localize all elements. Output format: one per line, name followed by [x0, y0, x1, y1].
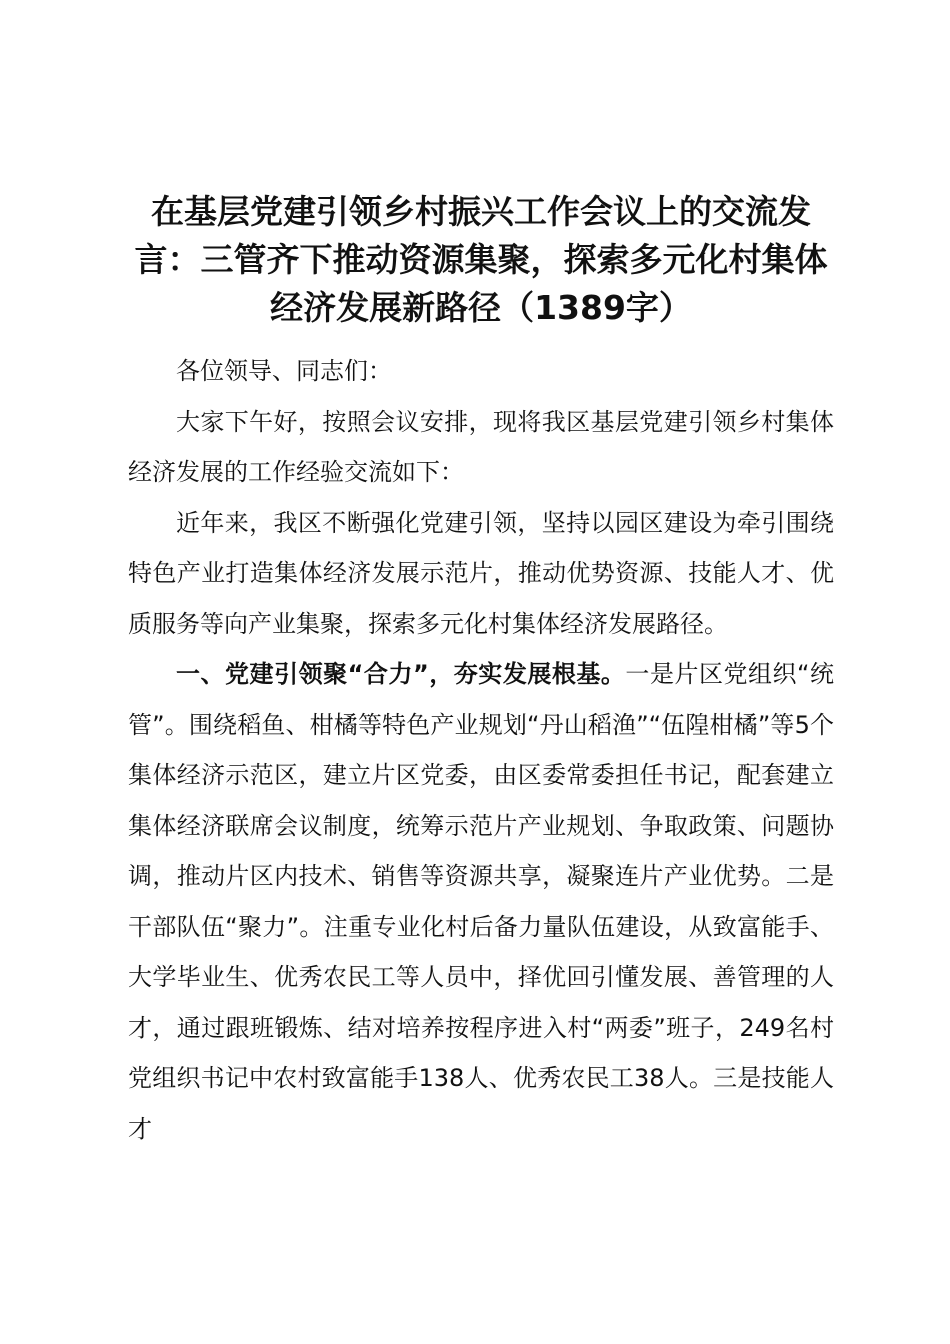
- document-title: 在基层党建引领乡村振兴工作会议上的交流发言：三管齐下推动资源集聚，探索多元化村集体经济发展新路径（1389字）: [134, 192, 828, 327]
- paragraph-section-1: [128, 649, 834, 1154]
- salutation: 各位领导、同志们：: [176, 357, 392, 385]
- section-1-body: 一是片区党组织“统管”。围绕稻鱼、柑橘等特色产业规划“丹山稻渔”“伍隍柑橘”等5个集体经济示范区，建立片区党委，由区委常委担任书记，配套建立集体经济联席会议制度，统筹示范片产业规划、争取政策、问题协调，推动片区内技术、销售等资源共享，凝聚连片产业优势。二是干部队伍“聚力”。注重专业化村后备力量队伍建设，从致富能手、大学毕业生、优秀农民工等人员中，择优回引懂发展、善管理的人才，通过跟班锻炼、结对培养按程序进入村“两委”班子，249名村党组织书记中农村致富能手138人、优秀农民工38人。三是技能人才: [128, 660, 835, 1143]
- section-1-heading: 一、党建引领聚“合力”，夯实发展根基。: [176, 660, 626, 688]
- paragraph-overview: 近年来，我区不断强化党建引领，坚持以园区建设为牵引围绕特色产业打造集体经济发展示范片，推动优势资源、技能人才、优质服务等向产业集聚，探索多元化村集体经济发展路径。: [128, 508, 834, 638]
- document-body: [128, 188, 834, 1154]
- paragraph-greeting: 大家下午好，按照会议安排，现将我区基层党建引领乡村集体经济发展的工作经验交流如下：: [128, 407, 834, 486]
